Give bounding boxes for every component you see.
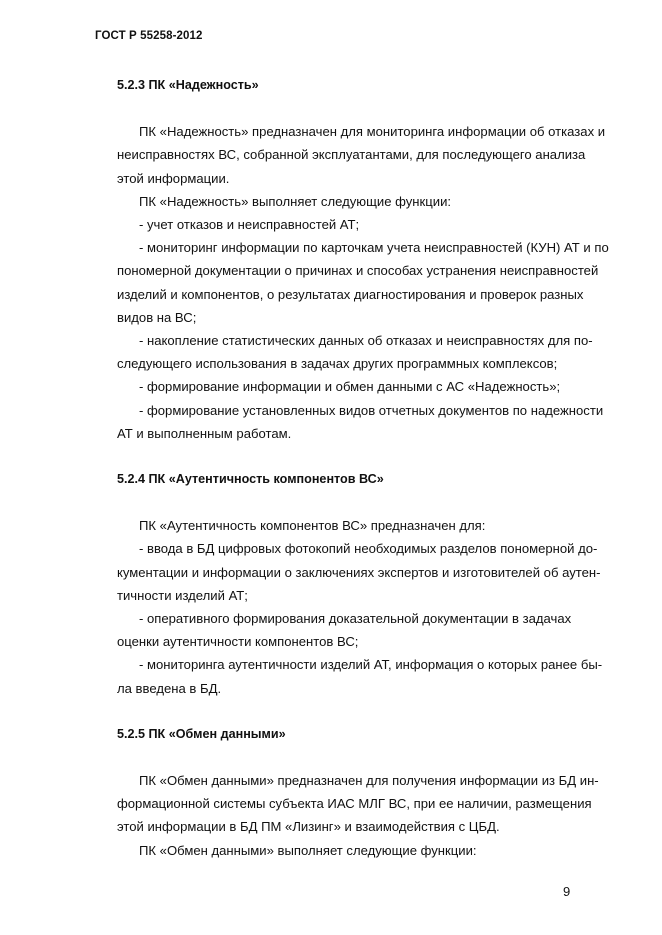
text-line: - учет отказов и неисправностей АТ; xyxy=(139,217,360,233)
text-line: следующего использования в задачах других программных комплексов; xyxy=(117,356,558,372)
paragraph xyxy=(95,514,595,537)
text-line: - накопление статистических данных об отказах и неисправностях для по- xyxy=(139,333,593,349)
text-line: оценки аутентичности компонентов ВС; xyxy=(117,634,359,650)
text-line: - мониторинг информации по карточкам учета неисправностей (КУН) АТ и по xyxy=(139,240,609,256)
list-item xyxy=(95,399,604,445)
text-line: ПК «Аутентичность компонентов ВС» предназначен для: xyxy=(139,518,486,534)
list-item xyxy=(95,236,609,329)
list-item xyxy=(95,213,595,236)
list-item xyxy=(95,375,595,398)
list-item xyxy=(95,537,601,607)
text-line: пономерной документации о причинах и способах устранения неисправностей xyxy=(117,263,599,279)
text-line: изделий и компонентов, о результатах диагностирования и проверок разных xyxy=(117,286,584,302)
text-line: тичности изделий АТ; xyxy=(117,587,248,603)
text-line: этой информации в БД ПМ «Лизинг» и взаимодействия с ЦБД. xyxy=(117,819,500,835)
text-line: - формирование установленных видов отчетных документов по надежности xyxy=(139,402,604,418)
paragraph xyxy=(95,769,599,839)
paragraph xyxy=(95,120,606,190)
text-line: формационной системы субъекта ИАС МЛГ ВС, при ее наличии, размещения xyxy=(117,796,592,812)
paragraph xyxy=(95,839,595,862)
page-number: 9 xyxy=(563,884,571,899)
text-line: ПК «Обмен данными» предназначен для получения информации из БД ин- xyxy=(139,773,599,789)
text-line: - оперативного формирования доказательной документации в задачах xyxy=(139,611,572,627)
paragraph xyxy=(95,190,595,213)
text-line: видов на ВС; xyxy=(117,309,197,325)
section-title-5-2-3: 5.2.3 ПК «Надежность» xyxy=(117,78,259,92)
text-line: - мониторинга аутентичности изделий АТ, информация о которых ранее бы- xyxy=(139,657,603,673)
text-line: ла введена в БД. xyxy=(117,680,222,696)
text-line: этой информации. xyxy=(117,170,230,186)
section-title-5-2-4: 5.2.4 ПК «Аутентичность компонентов ВС» xyxy=(117,472,384,487)
list-item xyxy=(95,607,595,653)
text-line: - формирование информации и обмен данными с АС «Надежность»; xyxy=(139,379,561,395)
text-line: кументации и информации о заключениях экспертов и изготовителей об аутен- xyxy=(117,564,601,580)
text-line: ПК «Обмен данными» выполняет следующие функции: xyxy=(139,842,477,858)
document-header: ГОСТ Р 55258-2012 xyxy=(95,30,203,42)
section-title-5-2-5: 5.2.5 ПК «Обмен данными» xyxy=(117,726,286,741)
list-item xyxy=(95,653,603,699)
text-line: АТ и выполненным работам. xyxy=(117,425,292,441)
text-line: - ввода в БД цифровых фотокопий необходимых разделов пономерной до- xyxy=(139,541,598,557)
text-line: ПК «Надежность» выполняет следующие функции: xyxy=(139,193,452,209)
text-line: ПК «Надежность» предназначен для мониторинга информации об отказах и xyxy=(139,124,606,140)
text-line: неисправностях ВС, собранной эксплуатантами, для последующего анализа xyxy=(117,147,586,163)
document-body xyxy=(95,74,609,862)
list-item xyxy=(95,329,595,375)
